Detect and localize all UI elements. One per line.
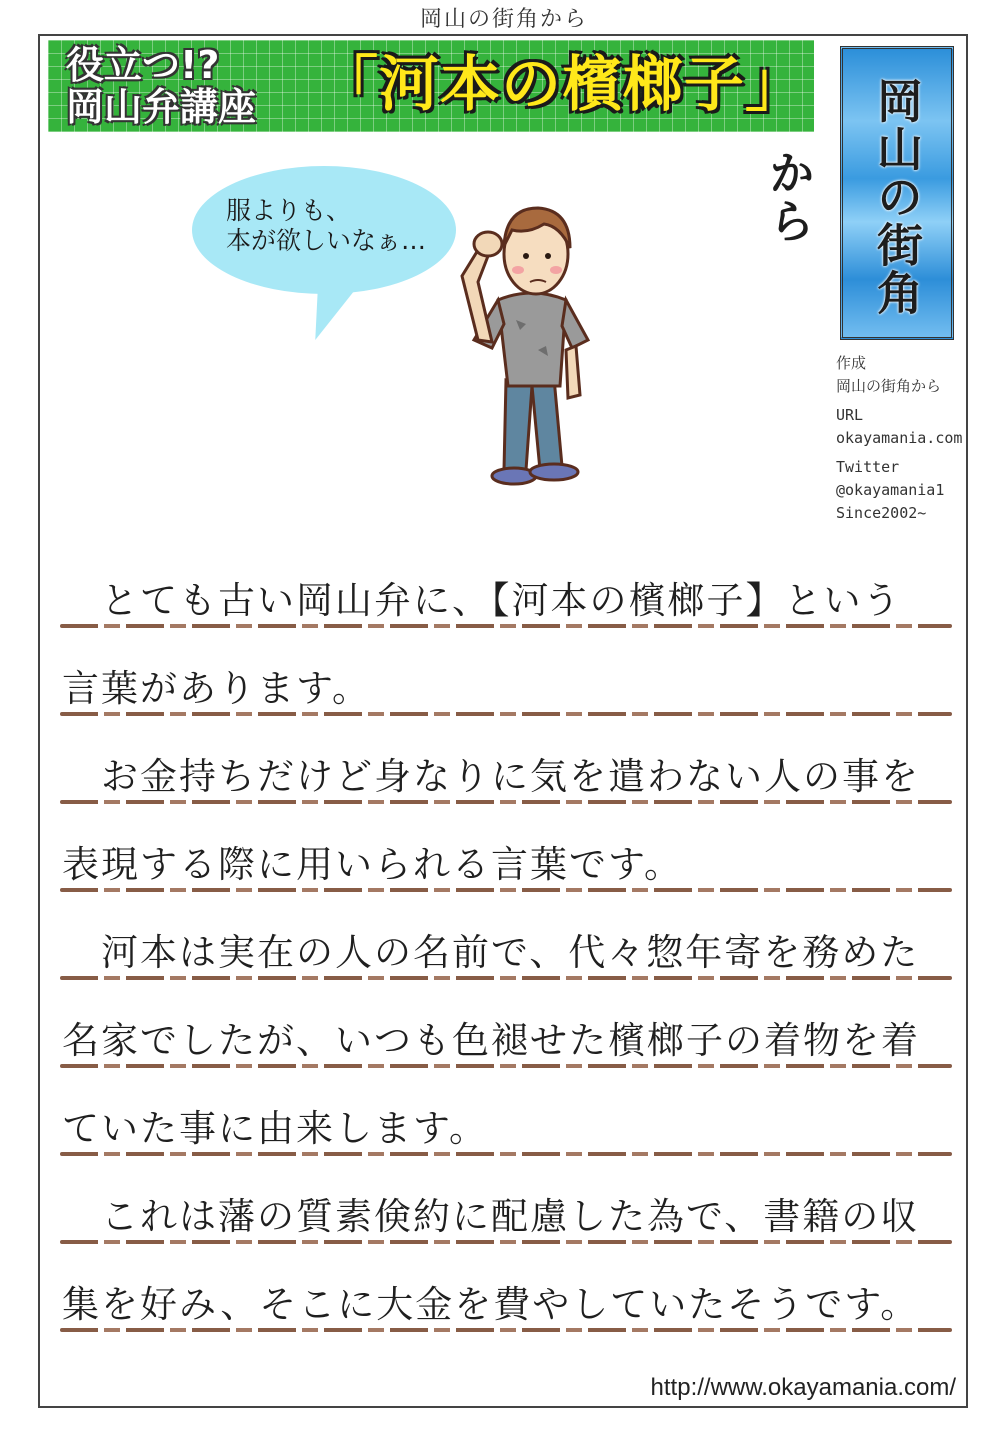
body-line-6: 名家でしたが、いつも色褪せた檳榔子の着物を着: [62, 1006, 962, 1094]
article-title: 「河本の檳榔子」: [318, 50, 806, 120]
site-logo-text: 岡山の街角から: [762, 77, 924, 317]
series-label-line2: 岡山弁講座: [66, 85, 257, 129]
body-line-3: お金持ちだけど身なりに気を遣わない人の事を: [62, 742, 962, 830]
footer-url[interactable]: http://www.okayamania.com/: [650, 1374, 956, 1401]
article-body: [62, 566, 962, 1358]
title-banner: [48, 40, 814, 132]
body-line-9: 集を好み、そこに大金を費やしていたそうです。: [62, 1270, 962, 1358]
credit-url-label: URL: [836, 406, 864, 424]
credit-twitter-label: Twitter: [836, 458, 900, 476]
credit-made-by-label: 作成: [836, 354, 867, 372]
body-line-8: これは藩の質素倹約に配慮した為で、書籍の収: [62, 1182, 962, 1270]
series-label: [66, 44, 256, 128]
body-line-1: とても古い岡山弁に、【河本の檳榔子】という: [62, 566, 962, 654]
man-illustration: [448, 190, 618, 490]
series-label-line1: 役立つ!?: [66, 43, 220, 87]
page-caption: 岡山の街角から: [419, 7, 588, 32]
body-line-4: 表現する際に用いられる言葉です。: [62, 830, 962, 918]
speech-bubble-text: 服よりも、 本が欲しいなぁ…: [226, 196, 427, 255]
credit-since: Since2002~: [836, 504, 927, 522]
body-line-5: 河本は実在の人の名前で、代々惣年寄を務めた: [62, 918, 962, 1006]
body-line-2: 言葉があります。: [62, 654, 962, 742]
credit-made-by: 岡山の街角から: [836, 377, 942, 395]
credit-url: okayamania.com: [836, 429, 963, 447]
credit-twitter: @okayamania1: [836, 481, 945, 499]
body-line-7: ていた事に由来します。: [62, 1094, 962, 1182]
site-logo-panel: [762, 46, 954, 340]
credits-block: [836, 352, 964, 525]
